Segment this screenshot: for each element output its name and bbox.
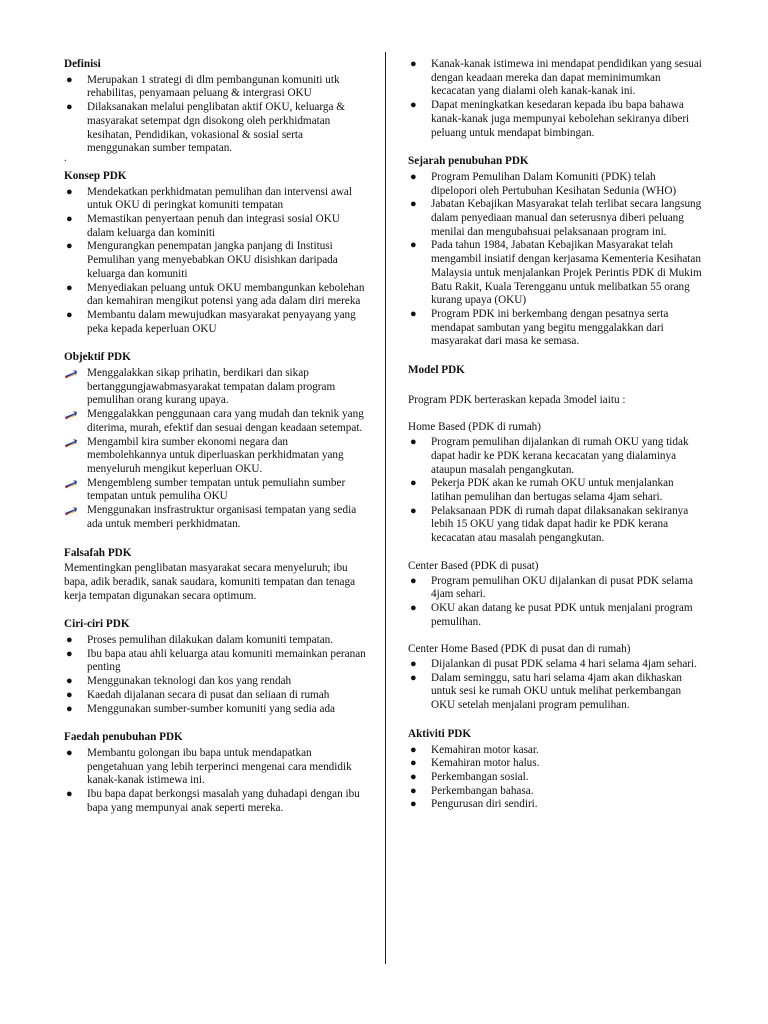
bullet-dot-icon: ● [410,757,417,770]
section-objektif [64,351,366,531]
heading-falsafah: Falsafah PDK [64,546,132,559]
bullet-dot-icon: ● [410,58,417,70]
list-item: ● Menggunakan teknologi dan kos yang rendah [66,675,292,688]
bullet-dot-icon: ● [66,688,73,701]
paragraph-falsafah: Mementingkan penglibatan masyarakat secara menyeluruh; ibu bapa, adik beradik, sanak saudara, komuniti tempatan dan tenaga kerja tempatan digunakan secara optimum. [64,562,356,602]
model-intro: Program PDK berteraskan kepada 3model iaitu : [408,393,626,406]
heading-faedah: Faedah penubuhan PDK [64,731,183,744]
list-item: Mengembleng sumber tempatan untuk pemuliahn sumber tempatan untuk pemuliha OKU [64,477,366,504]
section-falsafah [64,547,366,604]
model-centerhome-label: Center Home Based (PDK di pusat dan di rumah) [408,643,631,656]
list-item: Menggalakkan sikap prihatin, berdikari dan sikap bertanggungjawabmasyarakat tempatan dalam program pemulihan orang kurang upaya. [64,367,366,408]
list-item: ● Merupakan 1 strategi di dlm pembangunan komuniti utk rehabilitas, penyamaan peluang & intergrasi OKU [66,73,340,100]
bullet-dot-icon: ● [410,658,417,671]
arrow-bullet-icon [64,479,78,489]
bullet-dot-icon: ● [410,743,417,756]
list-item: ● Ibu bapa atau ahli keluarga atau komuniti memainkan peranan penting [66,647,366,674]
list-item: ● Kaedah dijalanan secara di pusat dan seliaan di rumah [66,688,330,701]
list-item: ● OKU akan datang ke pusat PDK untuk menjalani program pemulihan. [410,601,693,628]
arrow-bullet-icon [64,506,78,516]
list-item: ● Program pemulihan OKU dijalankan di pusat PDK selama 4jam sehari. [410,574,693,601]
heading-konsep: Konsep PDK [64,169,127,182]
model-center-label: Center Based (PDK di pusat) [408,559,539,572]
list-item: ● Memastikan penyertaan penuh dan integrasi sosial OKU dalam keluarga dan kominiti [66,213,340,239]
bullet-dot-icon: ● [410,601,417,614]
list-item: ● Ibu bapa dapat berkongsi masalah yang duhadapi dengan ibu bapa yang mempunyai anak seperti mereka. [66,788,360,814]
list-item: ● Pekerja PDK akan ke rumah OKU untuk menjalankan latihan pemulihan dan bertugas selama 4jam sehari. [410,477,674,503]
list-item: ● Proses pemulihan dilakukan dalam komuniti tempatan. [66,634,334,647]
bullet-dot-icon: ● [410,239,417,252]
list-faedah-continued [408,58,704,140]
list-item: ● Program Pemulihan Dalam Komuniti (PDK) telah dipelopori oleh Pertubuhan Kesihatan Sedunia (WHO) [410,170,677,197]
list-item: ● Dapat meningkatkan kesedaran kepada ibu bapa bahawa kanak-kanak juga mempunyai kebolehan sekiranya diberi peluang untuk mendapat bimbingan. [410,99,690,139]
list-item: ● Pengurusan diri sendiri. [410,798,538,811]
bullet-dot-icon: ● [410,671,417,684]
bullet-dot-icon: ● [410,504,417,517]
list-item: ● Kemahiran motor halus. [410,757,540,770]
section-faedah [64,731,366,815]
list-konsep [64,186,366,337]
bullet-dot-icon: ● [66,101,73,114]
bullet-dot-icon: ● [66,702,73,715]
bullet-dot-icon: ● [66,240,73,253]
bullet-dot-icon: ● [410,574,417,587]
bullet-dot-icon: ● [66,213,73,226]
list-item: Mengambil kira sumber ekonomi negara dan membolehkannya untuk diperluaskan perkhidmatan yang menyeluruh mengikut keperluan OKU. [64,436,366,477]
list-objektif [64,367,366,531]
list-item: ● Dalam seminggu, satu hari selama 4jam akan dikhaskan untuk sesi ke rumah OKU untuk melihat perkembangan OKU setelah menjalani program pemulihan. [410,671,683,712]
list-item: ● Jabatan Kebajikan Masyarakat telah terlibat secara langsung dalam penyediaan manual dan seterusnya diberi peluang menilai dan mengubahsuai pelaksanaan program ini. [410,198,702,238]
list-item: ● Program pemulihan dijalankan di rumah OKU yang tidak dapat hadir ke PDK kerana kecacatan yang dialaminya ataupun masalah pengangkutan. [410,436,689,476]
arrow-bullet-icon [64,369,78,379]
list-aktiviti [408,744,704,813]
list-ciri [64,634,366,716]
list-item: ● Pada tahun 1984, Jabatan Kebajikan Masyarakat telah mengambil insiatif dengan kerjasama Kementeria Kesihatan Malaysia untuk menjalankan Projek Perintis PDK di Mukim Batu Rakit, Kuala Terengganu untuk melibatkan 55 orang kurang upaya (OKU) [410,239,702,307]
column-divider [385,52,386,964]
bullet-dot-icon: ● [66,634,73,647]
bullet-dot-icon: ● [410,99,417,112]
list-item: ● Membantu golongan ibu bapa untuk mendapatkan pengetahuan yang lebih terperinci mengenai cara mendidik kanak-kanak istimewa ini. [66,746,352,787]
list-faedah [64,747,366,816]
list-model-center [408,575,704,630]
list-item: ● Mengurangkan penempatan jangka panjang di Institusi Pemulihan yang menyebabkan OKU disishkan daripada keluarga dan komuniti [66,240,338,280]
list-item: ● Mendekatkan perkhidmatan pemulihan dan intervensi awal untuk OKU di peringkat komuniti tempatan [66,185,352,212]
list-model-centerhome [408,658,704,713]
bullet-dot-icon: ● [410,798,417,811]
bullet-dot-icon: ● [66,308,73,321]
bullet-dot-icon: ● [410,436,417,449]
bullet-dot-icon: ● [66,788,73,801]
section-ciri [64,618,366,716]
section-definisi [64,58,366,156]
list-model-home [408,436,704,546]
list-item: ● Kanak-kanak istimewa ini mendapat pendidikan yang sesuai dengan keadaan mereka dan dapat meminimumkan kecacatan yang dialami oleh kanak-kanak ini. [410,58,702,98]
heading-ciri: Ciri-ciri PDK [64,618,130,631]
bullet-dot-icon: ● [66,73,73,86]
list-item: ● Program PDK ini berkembang dengan pesatnya serta mendapat sambutan yang begitu menggalakkan dari masyarakat dari masa ke semasa. [410,307,669,348]
bullet-dot-icon: ● [66,185,73,198]
left-column [64,58,366,815]
list-item: ● Perkembangan bahasa. [410,784,534,797]
section-sejarah [408,155,704,349]
model-home-label: Home Based (PDK di rumah) [408,421,541,434]
arrow-bullet-icon [64,410,78,420]
bullet-dot-icon: ● [410,770,417,783]
heading-model: Model PDK [408,364,465,377]
list-definisi [64,74,366,156]
list-sejarah [408,171,704,349]
list-item: Menggunakan insfrastruktur organisasi tempatan yang sedia ada untuk memberi perkhidmatan. [64,504,366,531]
section-konsep [64,170,366,336]
section-faedah-continued [408,58,704,140]
bullet-dot-icon: ● [410,784,417,797]
list-item: Menggalakkan penggunaan cara yang mudah dan teknik yang diterima, murah, efektif dan sesuai dengan keadaan setempat. [64,408,366,435]
heading-aktiviti: Aktiviti PDK [408,727,472,740]
heading-objektif: Objektif PDK [64,351,131,364]
right-column [408,58,704,812]
bullet-dot-icon: ● [66,746,73,759]
heading-sejarah: Sejarah penubuhan PDK [408,155,529,168]
section-aktiviti [408,728,704,812]
stray-mark: . [64,152,67,164]
heading-definisi: Definisi [64,58,101,70]
list-item: ● Menyediakan peluang untuk OKU membangunkan kebolehan dan kemahiran mengikut potensi yang ada dalam diri mereka [66,281,365,308]
bullet-dot-icon: ● [66,281,73,294]
list-item: ● Dijalankan di pusat PDK selama 4 hari selama 4jam sehari. [410,658,697,671]
list-item: ● Dilaksanakan melalui penglibatan aktif OKU, keluarga & masyarakat setempat dgn disokong oleh perkhidmatan kesihatan, Pendidikan, vokasional & sosial serta menggunakan sumber tempatan. [66,101,345,155]
list-item: ● Membantu dalam mewujudkan masyarakat penyayang yang peka kepada keperluan OKU [66,308,356,335]
list-item: ● Kemahiran motor kasar. [410,743,539,756]
bullet-dot-icon: ● [66,675,73,688]
section-model [408,364,704,713]
bullet-dot-icon: ● [66,647,73,660]
bullet-dot-icon: ● [410,170,417,183]
arrow-bullet-icon [64,438,78,448]
list-item: ● Pelaksanaan PDK di rumah dapat dilaksanakan sekiranya lebih 15 OKU yang tidak dapat hadir ke PDK kerana kecacatan atau masalah pengangkutan. [410,504,689,545]
bullet-dot-icon: ● [410,477,417,490]
bullet-dot-icon: ● [410,198,417,211]
list-item: ● Menggunakan sumber-sumber komuniti yang sedia ada [66,702,336,715]
list-item: ● Perkembangan sosial. [410,770,529,783]
bullet-dot-icon: ● [410,307,417,320]
